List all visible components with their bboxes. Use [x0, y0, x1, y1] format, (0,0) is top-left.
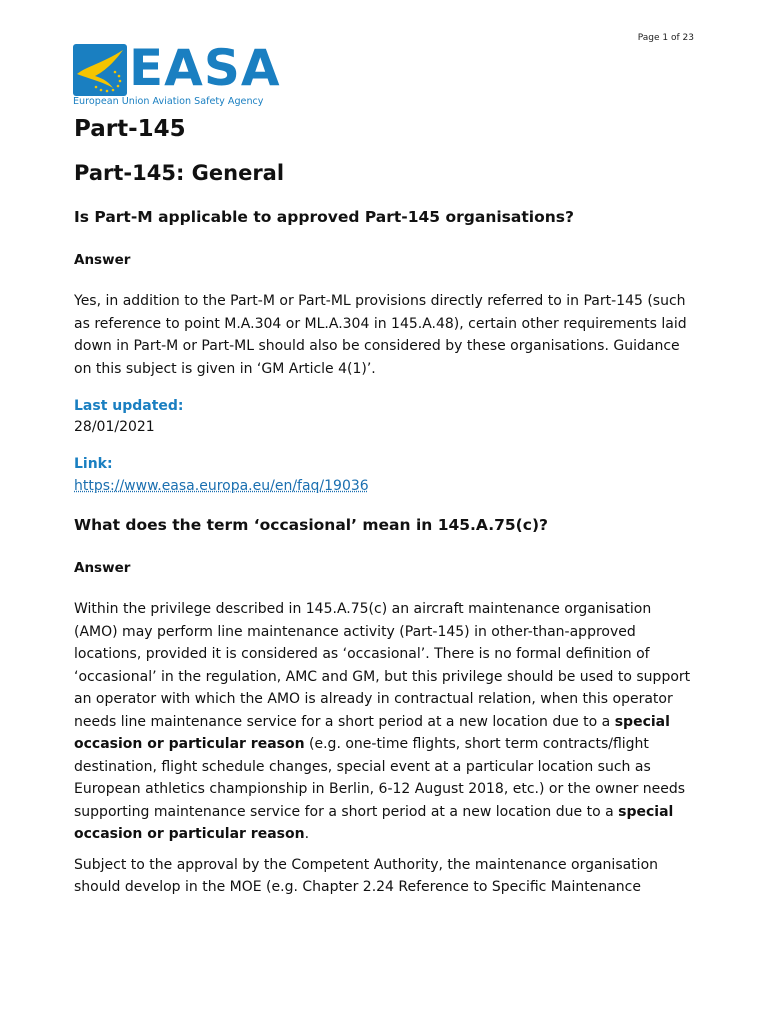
easa-logo: [73, 39, 283, 110]
answer-text: Yes, in addition to the Part-M or Part-ML provisions directly referred to in Part-145 (such as reference to point M.A.304 or ML.A.304 in 145.A.48), certain other requirements laid down in Part-M or Part-ML should also be considered by these organisations. Guidance on this subject is given in ‘GM Article 4(1)’.: [74, 293, 687, 377]
answer-text-segment: .: [304, 826, 310, 842]
easa-bird-icon: [73, 44, 127, 96]
page-number: Page 1 of 23: [637, 33, 694, 43]
answer-text-segment: Within the privilege described in 145.A.75(c) an aircraft maintenance organisation (AMO) may perform line maintenance activity (Part-145) in other-than-approved locations, provided it is considered as ‘occasional’. There is no formal definition of ‘occasional’ in the regulation, AMC and GM, but this privilege should be used to support an operator with which the AMO is already in contractual relation, when this operator needs line maintenance service for a short period at a new location due to a: [74, 601, 691, 730]
answer-label: Answer: [74, 252, 131, 268]
last-updated-value: 28/01/2021: [74, 419, 155, 435]
answer-text-segment: (e.g. one-time flights, short term contracts/flight destination, flight schedule changes, special event at a particular location such as European athletics championship in Berlin, 6-12 August 2018, etc.) or the owner needs supporting maintenance service for a short period at a new location due to a: [74, 736, 686, 820]
faq-question: Is Part-M applicable to approved Part-145 organisations?: [74, 208, 574, 226]
answer-text: Subject to the approval by the Competent Authority, the maintenance organisation should develop in the MOE (e.g. Chapter 2.24 Reference to Specific Maintenance: [74, 856, 659, 895]
document-title: Part-145: [74, 116, 186, 142]
logo-subtitle: European Union Aviation Safety Agency: [73, 96, 264, 107]
logo-wordmark: EASA: [129, 39, 281, 97]
emphasis-text: special occasion or particular reason: [74, 713, 670, 752]
emphasis-text: special occasion or particular reason: [74, 803, 674, 842]
document-body: [74, 110, 698, 899]
faq-link[interactable]: https://www.easa.europa.eu/en/faq/19036: [74, 478, 369, 494]
answer-text: [74, 598, 698, 846]
answer-label: Answer: [74, 560, 131, 576]
last-updated-label: Last updated:: [74, 398, 184, 414]
section-title: Part-145: General: [74, 161, 285, 185]
faq-question: What does the term ‘occasional’ mean in 145.A.75(c)?: [74, 516, 549, 534]
link-label: Link:: [74, 456, 113, 472]
